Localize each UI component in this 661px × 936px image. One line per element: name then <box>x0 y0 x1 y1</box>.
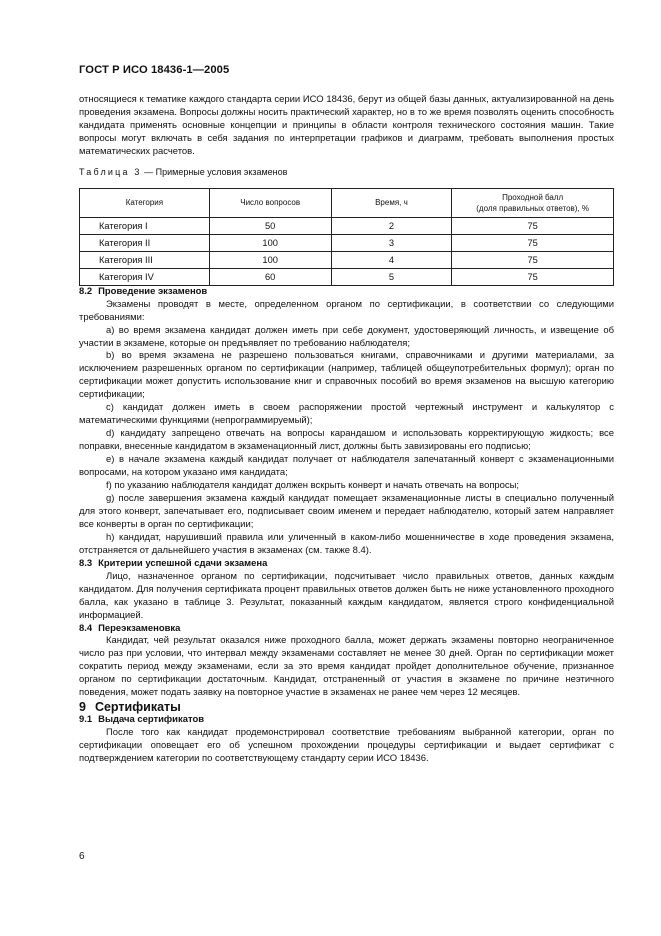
document-header: ГОСТ Р ИСО 18436-1—2005 <box>79 64 230 76</box>
section-9-1-text: После того как кандидат продемонстрировал соответствие требованиям выбранной категории, орган по сертификации оповещает его об успешном прохождении процедуры сертификации и выдает сертификат с подтверждением категории по соответствующему стандарту серии ИСО 18436. <box>79 727 614 765</box>
cell-category: Категория III <box>80 251 210 268</box>
section-9-1-number: 9.1 <box>79 714 93 726</box>
table-caption-prefix: Таблица 3 <box>79 166 142 177</box>
section-8-2-number: 8.2 <box>79 285 93 297</box>
cell-questions: 60 <box>209 268 331 285</box>
section-8-3-number: 8.3 <box>79 557 93 569</box>
section-9-heading <box>79 700 614 714</box>
cell-category: Категория IV <box>80 268 210 285</box>
cell-time: 3 <box>331 234 452 251</box>
section-8-3-text: Лицо, назначенное органом по сертификации, подсчитывает число правильных ответов, данных каждым кандидатом. Для получения сертификата процент правильных ответов должен быть не ниже установленного проходного балла, как указано в таблице 3. Результат, показанный каждым кандидатом, является строго конфиденциальной информацией. <box>79 570 614 621</box>
list-item: a) во время экзамена кандидат должен иметь при себе документ, удостоверяющий личность, и извещение об участии в экзамене, которые он предъявляет по требованию наблюдателя; <box>79 324 614 349</box>
cell-pass: 75 <box>452 251 614 268</box>
table-row <box>80 217 614 234</box>
col-header-questions: Число вопросов <box>209 188 331 217</box>
section-8-4-title: Переэкзаменовка <box>98 622 181 634</box>
cell-pass: 75 <box>452 217 614 234</box>
table-row <box>80 251 614 268</box>
intro-paragraph: относящиеся к тематике каждого стандарта серии ИСО 18436, берут из общей базы данных, актуализированной на день проведения экзамена. Вопросы должны носить практический характер, но в то же время позволять оценить способность кандидата применять основные концепции и принципы в области контроля технического состояния машин. Такие вопросы могут включать в себя задания по интерпретации графиков и диаграмм, требовать выполнения простых математических расчетов. <box>79 94 614 157</box>
exam-conditions-table <box>79 188 614 286</box>
section-8-2-intro: Экзамены проводят в месте, определенном органом по сертификации, в соответствии со следующими требованиями: <box>79 298 614 323</box>
section-8-3-title: Критерии успешной сдачи экзамена <box>98 557 268 569</box>
section-8-4-number: 8.4 <box>79 622 93 634</box>
cell-time: 4 <box>331 251 452 268</box>
table-caption-dash: — <box>144 166 154 177</box>
list-item: h) кандидат, нарушивший правила или уличенный в каком-либо мошенничестве в ходе проведения экзамена, отстраняется от дальнейшего участия в экзаменах (см. также 8.4). <box>79 531 614 556</box>
section-9-1-heading <box>79 714 614 727</box>
col-header-category: Категория <box>80 188 210 217</box>
cell-questions: 100 <box>209 251 331 268</box>
section-8-4-heading <box>79 623 614 636</box>
section-8-3-heading <box>79 558 614 571</box>
col-header-pass-line2: (доля правильных ответов), % <box>476 203 590 213</box>
col-header-pass-line1: Проходной балл <box>502 192 564 202</box>
section-9-1-title: Выдача сертификатов <box>98 714 205 726</box>
table-caption <box>79 166 614 179</box>
table-caption-title: Примерные условия экзаменов <box>155 166 288 177</box>
cell-time: 5 <box>331 268 452 285</box>
section-8-2-heading <box>79 286 614 299</box>
cell-pass: 75 <box>452 234 614 251</box>
page-number: 6 <box>79 851 85 862</box>
section-8-2-title: Проведение экзаменов <box>98 285 208 297</box>
section-8-4-text: Кандидат, чей результат оказался ниже проходного балла, может держать экзамены повторно неограниченное число раз при условии, что интервал между экзаменами составляет не менее 30 дней. Орган по сертификации может сократить период между экзаменами, если за это время кандидат пройдет дополнительное обучение, признанное органом по сертификации достаточным. Кандидат, отстраненный от участия в экзамене по причине неэтичного поведения, может подать заявку на повторное участие в экзаменах не ранее чем через 12 месяцев. <box>79 635 614 699</box>
list-item: c) кандидат должен иметь в своем распоряжении простой чертежный инструмент и калькулятор с математическими функциями (непрограммируемый); <box>79 402 614 427</box>
cell-questions: 100 <box>209 234 331 251</box>
table-header-row <box>80 188 614 217</box>
cell-time: 2 <box>331 217 452 234</box>
col-header-pass-score <box>452 188 614 217</box>
list-item: f) по указанию наблюдателя кандидат должен вскрыть конверт и начать отвечать на вопросы; <box>106 480 520 492</box>
list-item: d) кандидату запрещено отвечать на вопросы карандашом и использовать корректирующую жидкость; все поправки, внесенные кандидатом в экзаменационный лист, должны быть завизированы его подписью; <box>79 428 614 453</box>
section-9-number: 9 <box>79 700 86 715</box>
table-row <box>80 268 614 285</box>
table-row <box>80 234 614 251</box>
list-item: e) в начале экзамена каждый кандидат получает от наблюдателя запечатанный конверт с экзаменационными вопросами, на котором указано имя кандидата; <box>79 454 614 479</box>
col-header-time: Время, ч <box>331 188 452 217</box>
page-content <box>79 94 614 766</box>
list-item: g) после завершения экзамена каждый кандидат помещает экзаменационные листы в специально полученный для этого конверт, запечатывает его, подписывает своим именем и передает наблюдателю, который затем направляет все конверты в орган по сертификации; <box>79 492 614 530</box>
cell-category: Категория I <box>80 217 210 234</box>
cell-pass: 75 <box>452 268 614 285</box>
section-9-title: Сертификаты <box>94 700 181 715</box>
cell-category: Категория II <box>80 234 210 251</box>
cell-questions: 50 <box>209 217 331 234</box>
list-item: b) во время экзамена не разрешено пользоваться книгами, справочниками и другими материалами, за исключением разрешенных органом по сертификации (например, таблицей общеупотребительных формул); орган по сертификации может допустить использование книг и справочных пособий во время экзаменов на высшую категорию сертификации; <box>79 350 614 401</box>
